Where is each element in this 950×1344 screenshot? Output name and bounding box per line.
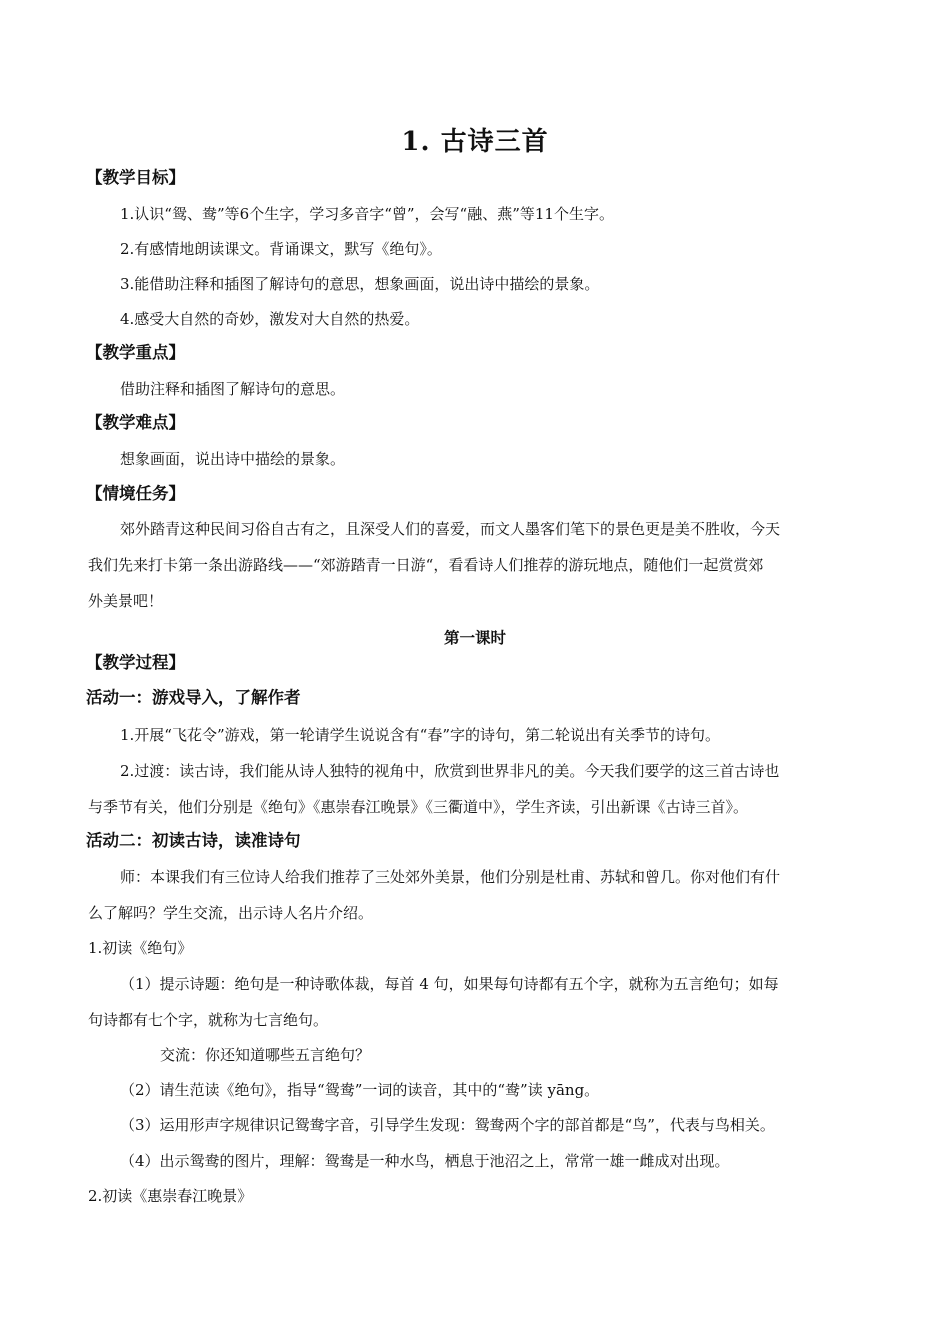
paragraph: 郊外踏青这种民间习俗自古有之，且深受人们的喜爱，而文人墨客们笔下的景色更是美不胜收，今天 [120,520,781,538]
paragraph: 句诗都有七个字，就称为七言绝句。 [88,1011,329,1029]
paragraph: 交流：你还知道哪些五言绝句？ [160,1046,371,1064]
activity-one-heading: 活动一：游戏导入，了解作者 [86,688,301,707]
section-heading-key-points: 【教学重点】 [86,343,185,362]
paragraph: 1.初读《绝句》 [88,939,193,957]
paragraph: 2.初读《惠崇春江晚景》 [88,1187,253,1205]
paragraph: （2）请生范读《绝句》，指导“鸳鸯”一词的读音，其中的“鸯”读 yāng。 [120,1081,600,1099]
section-heading-process: 【教学过程】 [86,653,185,672]
document-title: 1. 古诗三首 [401,127,549,157]
paragraph: 师：本课我们有三位诗人给我们推荐了三处郊外美景，他们分别是杜甫、苏轼和曾几。你对他们有什 [120,868,781,886]
paragraph: 2.过渡：读古诗，我们能从诗人独特的视角中，欣赏到世界非凡的美。今天我们要学的这三首古诗也 [120,762,780,780]
activity-two-heading: 活动二：初读古诗，读准诗句 [86,831,301,850]
paragraph: 想象画面，说出诗中描绘的景象。 [120,450,346,468]
paragraph: 与季节有关，他们分别是《绝句》《惠崇春江晚景》《三衢道中》，学生齐读，引出新课《古诗三首》。 [88,798,749,816]
paragraph: 外美景吧！ [88,592,164,610]
section-heading-objectives: 【教学目标】 [86,168,185,187]
paragraph: 么了解吗？学生交流，出示诗人名片介绍。 [88,904,374,922]
paragraph: 2.有感情地朗读课文。背诵课文，默写《绝句》。 [120,240,442,258]
paragraph: 3.能借助注释和插图了解诗句的意思，想象画面，说出诗中描绘的景象。 [120,275,600,293]
paragraph: 借助注释和插图了解诗句的意思。 [120,380,346,398]
paragraph: 1.认识“鸳、鸯”等6个生字，学习多音字“曾”，会写“融、燕”等11个生字。 [120,205,614,223]
paragraph: （4）出示鸳鸯的图片，理解：鸳鸯是一种水鸟，栖息于池沼之上，常常一雄一雌成对出现。 [120,1152,730,1170]
paragraph: 1.开展“飞花令”游戏，第一轮请学生说说含有“春”字的诗句，第二轮说出有关季节的诗句。 [120,726,720,744]
section-heading-scenario-task: 【情境任务】 [86,484,185,503]
paragraph: （3）运用形声字规律识记鸳鸯字音，引导学生发现：鸳鸯两个字的部首都是“鸟”，代表与鸟相关。 [120,1116,775,1134]
paragraph: 4.感受大自然的奇妙，激发对大自然的热爱。 [120,310,420,328]
paragraph: （1）提示诗题：绝句是一种诗歌体裁，每首 4 句，如果每句诗都有五个字，就称为五言绝句；如每 [120,975,779,993]
paragraph: 我们先来打卡第一条出游路线——“郊游踏青一日游“，看看诗人们推荐的游玩地点，随他们一起赏赏郊 [88,556,764,574]
lesson-period-title: 第一课时 [443,628,506,647]
section-heading-difficulties: 【教学难点】 [86,413,185,432]
